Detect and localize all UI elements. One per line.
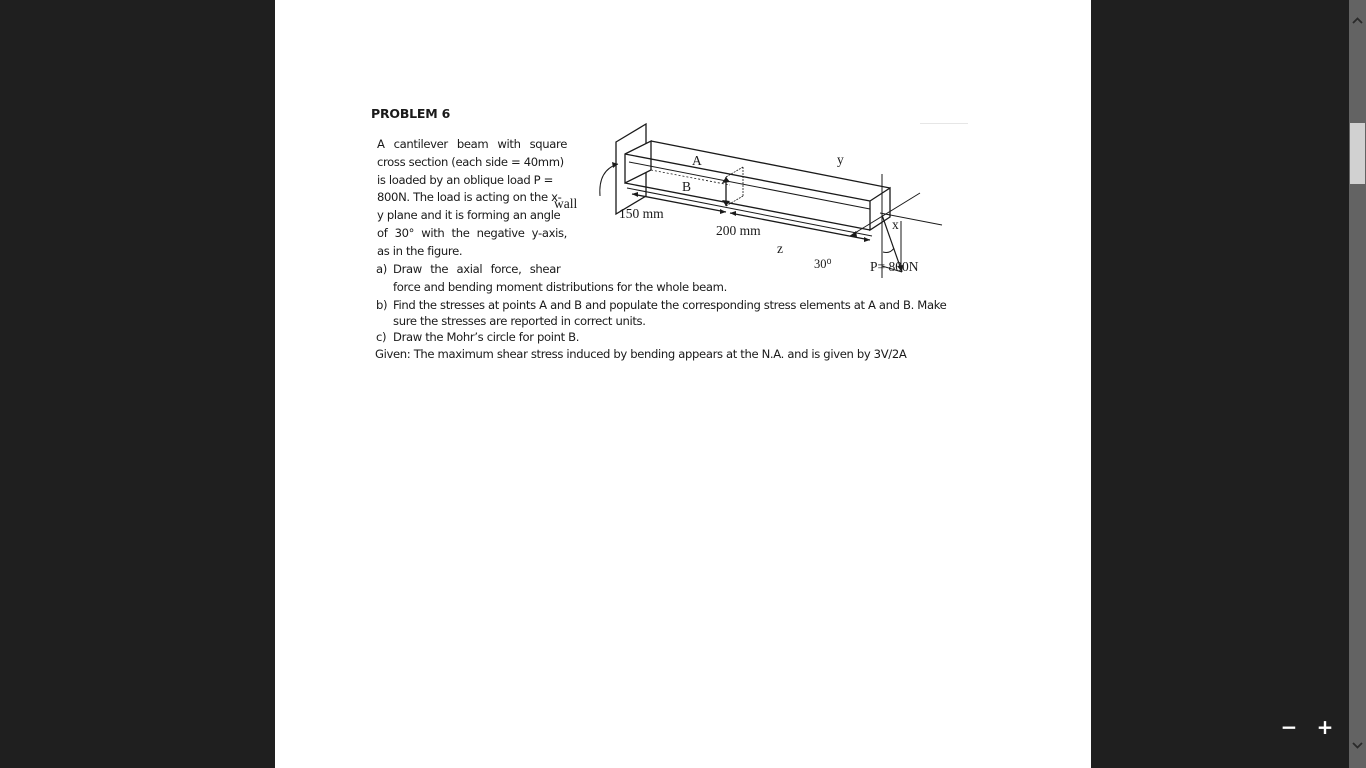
- axis-x-label: x: [892, 217, 899, 232]
- problem-title: PROBLEM 6: [371, 106, 451, 121]
- chevron-down-icon: [1352, 742, 1363, 749]
- question-a-continued: force and bending moment distributions for the whole beam.: [393, 280, 727, 294]
- chevron-up-icon: [1352, 17, 1363, 24]
- angle-label: 30⁰: [814, 257, 832, 271]
- question-c: [376, 330, 579, 344]
- question-b: [376, 298, 946, 312]
- scroll-down-button[interactable]: [1349, 737, 1366, 754]
- question-c-label: c): [376, 330, 387, 344]
- vertical-scrollbar[interactable]: [1349, 0, 1366, 768]
- axis-z-label: z: [777, 241, 783, 256]
- dimension-200mm: 200 mm: [716, 223, 761, 238]
- zoom-in-button[interactable]: +: [1316, 715, 1334, 739]
- intro-line: 800N. The load is acting on the x-: [377, 190, 562, 205]
- point-b-label: B: [682, 179, 692, 194]
- question-a-text: Draw the axial force, shear: [393, 262, 561, 276]
- problem-intro: [377, 136, 567, 261]
- question-b-text: Find the stresses at points A and B and populate the corresponding stress elements at A and B. Make: [393, 298, 947, 312]
- scroll-up-button[interactable]: [1349, 12, 1366, 29]
- intro-line: y plane and it is forming an angle: [377, 208, 561, 223]
- question-b-continued: sure the stresses are reported in correct units.: [393, 314, 646, 328]
- intro-line: A cantilever beam with square: [377, 137, 567, 151]
- intro-line: as in the figure.: [377, 243, 463, 258]
- intro-line: cross section (each side = 40mm): [377, 154, 564, 169]
- load-label: P= 800N: [870, 259, 919, 274]
- question-c-text: Draw the Mohr’s circle for point B.: [393, 330, 580, 344]
- problem-content: [275, 0, 1091, 768]
- question-b-label: b): [376, 298, 388, 312]
- question-a: [376, 262, 560, 276]
- intro-line: is loaded by an oblique load P =: [377, 172, 554, 187]
- dimension-150mm: 150 mm: [619, 206, 664, 221]
- axis-y-label: y: [837, 152, 844, 167]
- intro-line: of 30° with the negative y-axis,: [377, 225, 567, 240]
- scrollbar-thumb[interactable]: [1350, 123, 1365, 184]
- point-a-label: A: [692, 153, 702, 168]
- question-a-label: a): [376, 262, 387, 276]
- document-page: [275, 0, 1091, 768]
- wall-label: wall: [554, 196, 578, 211]
- given-statement: Given: The maximum shear stress induced by bending appears at the N.A. and is given by 3V/2A: [375, 347, 907, 361]
- beam-figure: [554, 118, 975, 283]
- zoom-out-button[interactable]: −: [1280, 715, 1298, 739]
